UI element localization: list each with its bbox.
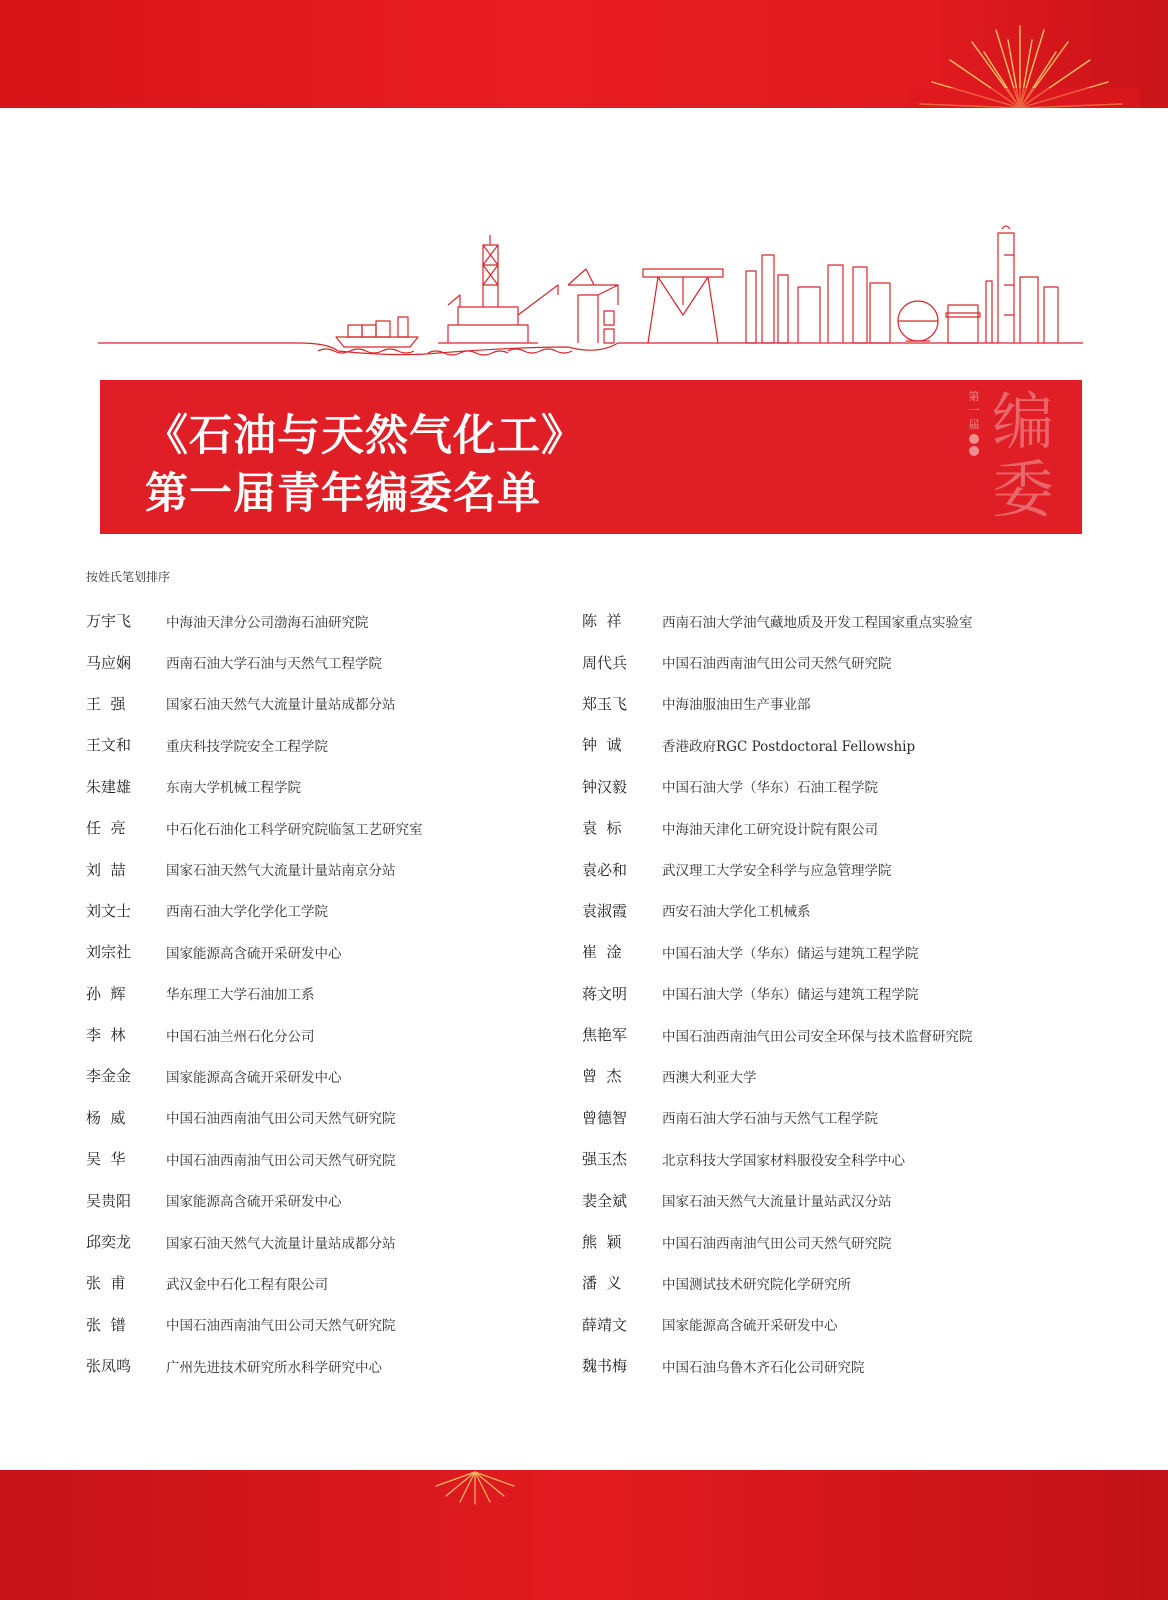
member-affiliation: 国家石油天然气大流量计量站成都分站 xyxy=(166,697,396,714)
member-row xyxy=(582,1345,1122,1386)
member-name: 周代兵 xyxy=(582,653,628,672)
member-row xyxy=(86,766,626,807)
member-row xyxy=(86,890,626,931)
member-name: 熊 颖 xyxy=(582,1233,622,1252)
editorial-board-decoration: 编委 xyxy=(991,385,1054,526)
member-name: 吴 华 xyxy=(86,1150,126,1169)
member-affiliation: 国家石油天然气大流量计量站成都分站 xyxy=(166,1235,396,1252)
member-name: 张 镨 xyxy=(86,1315,126,1334)
member-affiliation: 国家能源高含硫开采研发中心 xyxy=(166,945,342,962)
firework-decoration-icon xyxy=(910,18,1140,108)
edition-decoration: 第一届 xyxy=(968,390,980,431)
member-row xyxy=(86,1304,626,1345)
member-row xyxy=(86,1055,626,1096)
member-row xyxy=(86,641,626,682)
member-row xyxy=(582,807,1122,848)
member-name: 郑玉飞 xyxy=(582,694,628,713)
member-affiliation: 中国石油西南油气田公司天然气研究院 xyxy=(662,1235,892,1252)
top-banner xyxy=(0,0,1168,108)
member-list-right xyxy=(582,600,1122,1386)
member-row xyxy=(86,1345,626,1386)
industrial-skyline-illustration xyxy=(98,225,1083,375)
member-row xyxy=(86,1179,626,1220)
member-affiliation: 广州先进技术研究所水科学研究中心 xyxy=(166,1359,382,1376)
member-name: 刘文士 xyxy=(86,901,132,920)
member-affiliation: 中国石油乌鲁木齐石化公司研究院 xyxy=(662,1359,865,1376)
member-affiliation: 国家能源高含硫开采研发中心 xyxy=(166,1069,342,1086)
member-name: 曾德智 xyxy=(582,1108,628,1127)
member-name: 任 亮 xyxy=(86,819,126,838)
member-affiliation: 中国石油西南油气田公司天然气研究院 xyxy=(166,1318,396,1335)
member-row xyxy=(86,1221,626,1262)
member-name: 朱建雄 xyxy=(86,777,132,796)
member-row xyxy=(86,600,626,641)
member-affiliation: 西南石油大学石油与天然气工程学院 xyxy=(166,656,382,673)
member-row xyxy=(86,683,626,724)
member-row xyxy=(582,724,1122,765)
member-affiliation: 中国测试技术研究院化学研究所 xyxy=(662,1276,851,1293)
member-affiliation: 中国石油西南油气田公司安全环保与技术监督研究院 xyxy=(662,1028,973,1045)
member-affiliation: 中石化石油化工科学研究院临氢工艺研究室 xyxy=(166,821,423,838)
member-row xyxy=(86,973,626,1014)
member-affiliation: 中国石油西南油气田公司天然气研究院 xyxy=(662,656,892,673)
member-affiliation: 国家能源高含硫开采研发中心 xyxy=(662,1318,838,1335)
member-row xyxy=(582,1138,1122,1179)
member-affiliation: 华东理工大学石油加工系 xyxy=(166,987,315,1004)
member-row xyxy=(582,1304,1122,1345)
bottom-banner xyxy=(0,1470,1168,1600)
member-row xyxy=(582,641,1122,682)
member-name: 薛靖文 xyxy=(582,1315,628,1334)
firework-decoration-icon xyxy=(430,1470,520,1510)
member-name: 袁必和 xyxy=(582,860,628,879)
member-row xyxy=(86,1262,626,1303)
member-affiliation: 武汉金中石化工程有限公司 xyxy=(166,1276,328,1293)
member-name: 吴贵阳 xyxy=(86,1191,132,1210)
member-affiliation: 中国石油大学（华东）石油工程学院 xyxy=(662,780,878,797)
member-row xyxy=(582,890,1122,931)
member-row xyxy=(582,600,1122,641)
member-name: 崔 淦 xyxy=(582,943,622,962)
member-name: 王 强 xyxy=(86,694,126,713)
member-name: 李 林 xyxy=(86,1026,126,1045)
member-name: 杨 威 xyxy=(86,1108,126,1127)
member-name: 刘 喆 xyxy=(86,860,126,879)
member-affiliation: 中国石油西南油气田公司天然气研究院 xyxy=(166,1152,396,1169)
sort-note: 按姓氏笔划排序 xyxy=(86,570,171,584)
member-name: 邱奕龙 xyxy=(86,1233,132,1252)
member-row xyxy=(86,931,626,972)
member-name: 焦艳军 xyxy=(582,1026,628,1045)
member-name: 裴全斌 xyxy=(582,1191,628,1210)
member-affiliation: 中国石油兰州石化分公司 xyxy=(166,1028,315,1045)
member-row xyxy=(86,1014,626,1055)
member-name: 钟 诚 xyxy=(582,736,622,755)
member-affiliation: 中海油服油田生产事业部 xyxy=(662,697,811,714)
member-affiliation: 西南石油大学石油与天然气工程学院 xyxy=(662,1111,878,1128)
member-name: 张凤鸣 xyxy=(86,1357,132,1376)
member-affiliation: 重庆科技学院安全工程学院 xyxy=(166,738,328,755)
member-affiliation: 西南石油大学化学化工学院 xyxy=(166,904,328,921)
member-affiliation: 国家能源高含硫开采研发中心 xyxy=(166,1194,342,1211)
dots-decoration xyxy=(965,432,983,458)
member-name: 刘宗社 xyxy=(86,943,132,962)
member-affiliation: 西澳大利亚大学 xyxy=(662,1069,757,1086)
member-affiliation: 中海油天津化工研究设计院有限公司 xyxy=(662,821,878,838)
member-name: 张 甫 xyxy=(86,1274,126,1293)
member-name: 李金金 xyxy=(86,1067,132,1086)
member-name: 魏书梅 xyxy=(582,1357,628,1376)
member-row xyxy=(582,1055,1122,1096)
member-affiliation: 中国石油大学（华东）储运与建筑工程学院 xyxy=(662,945,919,962)
member-row xyxy=(86,848,626,889)
member-affiliation: 中国石油大学（华东）储运与建筑工程学院 xyxy=(662,987,919,1004)
member-affiliation: 香港政府RGC Postdoctoral Fellowship xyxy=(662,738,916,755)
member-row xyxy=(582,1014,1122,1055)
member-name: 陈 祥 xyxy=(582,612,622,631)
title-banner xyxy=(100,380,1082,534)
member-name: 潘 义 xyxy=(582,1274,622,1293)
member-name: 袁 标 xyxy=(582,819,622,838)
member-name: 曾 杰 xyxy=(582,1067,622,1086)
member-affiliation: 国家石油天然气大流量计量站南京分站 xyxy=(166,863,396,880)
member-row xyxy=(582,1262,1122,1303)
member-affiliation: 西南石油大学油气藏地质及开发工程国家重点实验室 xyxy=(662,614,973,631)
member-affiliation: 中海油天津分公司渤海石油研究院 xyxy=(166,614,369,631)
member-row xyxy=(582,848,1122,889)
member-affiliation: 中国石油西南油气田公司天然气研究院 xyxy=(166,1111,396,1128)
member-affiliation: 东南大学机械工程学院 xyxy=(166,780,301,797)
member-name: 马应娴 xyxy=(86,653,132,672)
page-title: 第一届青年编委名单 xyxy=(145,469,541,519)
member-row xyxy=(582,1221,1122,1262)
member-row xyxy=(86,1138,626,1179)
member-affiliation: 北京科技大学国家材料服役安全科学中心 xyxy=(662,1152,905,1169)
member-row xyxy=(582,766,1122,807)
member-row xyxy=(582,973,1122,1014)
member-list-left xyxy=(86,600,626,1386)
member-name: 孙 辉 xyxy=(86,984,126,1003)
member-name: 强玉杰 xyxy=(582,1150,628,1169)
member-name: 蒋文明 xyxy=(582,984,628,1003)
member-row xyxy=(86,807,626,848)
member-name: 钟汉毅 xyxy=(582,777,628,796)
member-affiliation: 武汉理工大学安全科学与应急管理学院 xyxy=(662,863,892,880)
member-name: 袁淑霞 xyxy=(582,901,628,920)
member-affiliation: 国家石油天然气大流量计量站武汉分站 xyxy=(662,1194,892,1211)
member-row xyxy=(582,1097,1122,1138)
journal-title: 《石油与天然气化工》 xyxy=(145,411,585,461)
member-affiliation: 西安石油大学化工机械系 xyxy=(662,904,811,921)
member-name: 王文和 xyxy=(86,736,132,755)
member-row xyxy=(582,683,1122,724)
member-row xyxy=(86,1097,626,1138)
member-row xyxy=(582,1179,1122,1220)
member-row xyxy=(582,931,1122,972)
member-row xyxy=(86,724,626,765)
member-name: 万宇飞 xyxy=(86,612,132,631)
